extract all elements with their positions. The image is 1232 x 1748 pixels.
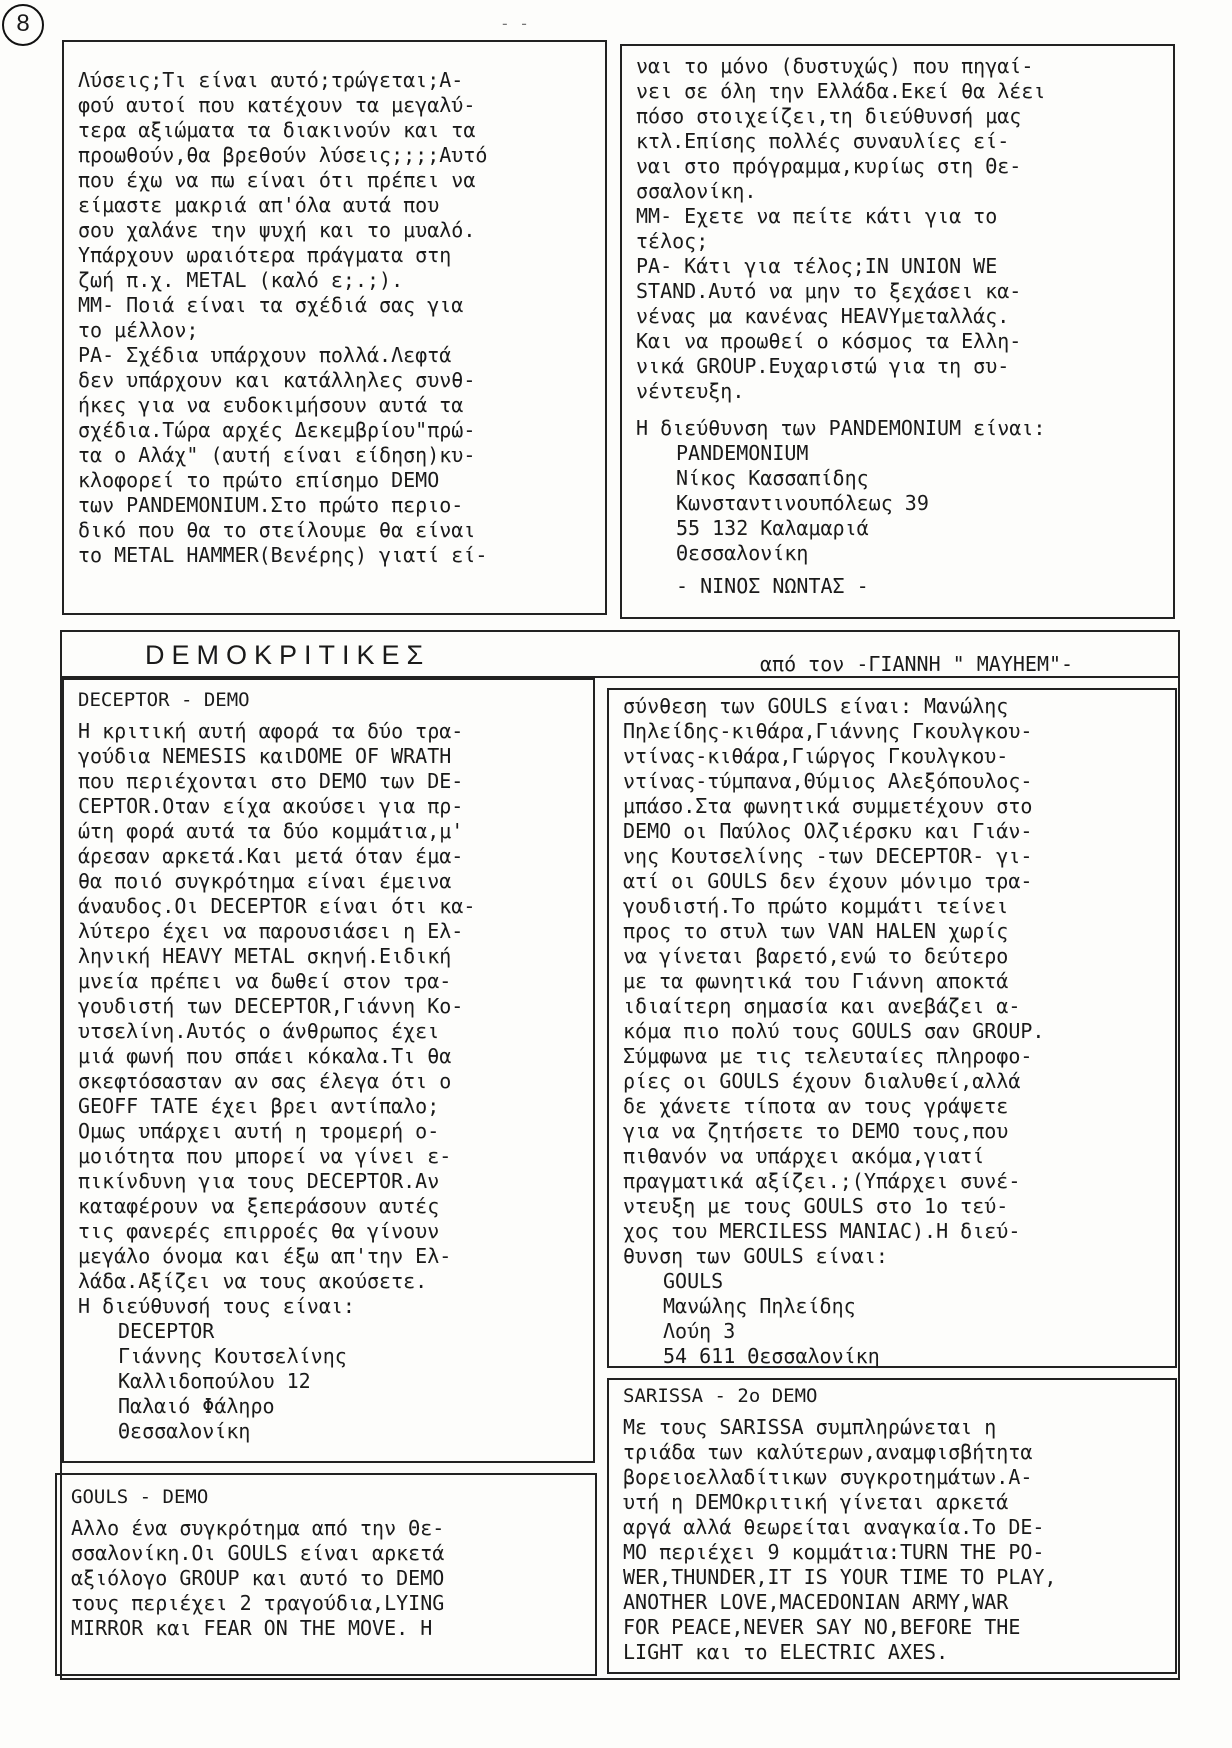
review-line: αξιόλογο GROUP και αυτό το DEMO xyxy=(71,1566,445,1590)
review-line: καταφέρουν να ξεπεράσουν αυτές xyxy=(78,1194,440,1218)
review-line: Με τους SARISSA συμπληρώνεται η xyxy=(623,1415,997,1439)
review-line: λύτερο έχει να παρουσιάσει η Ελ- xyxy=(78,919,464,943)
review-line: GEOFF TATE έχει βρει αντίπαλο; xyxy=(78,1094,440,1118)
review-text xyxy=(71,1516,581,1641)
interview-line: κλοφορεί το πρώτο επίσημο DEMO xyxy=(78,468,440,492)
interview-signature: - ΝΙΝΟΣ ΝΩΝΤΑΣ - xyxy=(676,574,869,598)
address-line: 54 611 Θεσσαλονίκη xyxy=(663,1344,880,1368)
review-line: γουδιστή.Το πρώτο κομμάτι τείνει xyxy=(623,894,1009,918)
interview-line: που έχω να πω είναι ότι πρέπει να xyxy=(78,168,476,192)
review-line: υτσελίνη.Αυτός ο άνθρωπος έχει xyxy=(78,1019,440,1043)
review-line: να γίνεται βαρετό,ενώ το δεύτερο xyxy=(623,944,1009,968)
address-line: GOULS xyxy=(663,1269,724,1293)
review-line: ώτη φορά αυτά τα δύο κομμάτια,μ' xyxy=(78,819,464,843)
interview-line: κτλ.Επίσης πολλές συναυλίες εί- xyxy=(636,129,1010,153)
address-intro: Η διεύθυνση των PANDEMONIUM είναι: xyxy=(636,416,1046,440)
interview-line: νικά GROUP.Ευχαριστώ για τη συ- xyxy=(636,354,1010,378)
interview-left-column xyxy=(62,40,607,615)
top-mark: - - xyxy=(500,14,529,33)
review-line: χος του MERCILESS MANIAC).Η διεύ- xyxy=(623,1219,1021,1243)
interview-line: το μέλλον; xyxy=(78,318,199,342)
review-line: που περιέχονται στο DEMO των DE- xyxy=(78,769,464,793)
section-author: από τον -ΓΙΑΝΝΗ " ΜΑΥΗΕΜ"- xyxy=(760,652,1074,676)
address-line: Γιάννης Κουτσελίνης xyxy=(118,1344,347,1368)
address-line: Καλλιδοπούλου 12 xyxy=(118,1369,311,1393)
review-line: γουδιστή των DECEPTOR,Γιάννη Κο- xyxy=(78,994,464,1018)
review-gouls-continued xyxy=(607,688,1177,1368)
review-line: άναυδος.Οι DECEPTOR είναι ότι κα- xyxy=(78,894,476,918)
pandemonium-address xyxy=(636,441,1159,566)
address-line: PANDEMONIUM xyxy=(676,441,809,465)
interview-line: δεν υπάρχουν και κατάλληλες συνθ- xyxy=(78,368,476,392)
interview-line: τερα αξιώματα τα διακινούν και τα xyxy=(78,118,476,142)
gouls-address xyxy=(623,1269,1161,1368)
address-line: Κωνσταντινουπόλεως 39 xyxy=(676,491,929,515)
review-line: νης Κουτσελίνης -των DECEPTOR- γι- xyxy=(623,844,1033,868)
address-line: 55 132 Καλαμαριά xyxy=(676,516,869,540)
interview-line: Λύσεις;Τι είναι αυτό;τρώγεται;Α- xyxy=(78,68,464,92)
interview-right-text xyxy=(636,54,1159,404)
review-line: λάδα.Αξίζει να τους ακούσετε. xyxy=(78,1269,428,1293)
review-line: WER,THUNDER,IT IS YOUR TIME TO PLAY, xyxy=(623,1565,1057,1589)
review-line: τους περιέχει 2 τραγούδια,LYING xyxy=(71,1591,445,1615)
address-line: Θεσσαλονίκη xyxy=(118,1419,251,1443)
review-line: σύνθεση των GOULS είναι: Μανώλης xyxy=(623,694,1009,718)
review-line: Σύμφωνα με τις τελευταίες πληροφο- xyxy=(623,1044,1033,1068)
interview-line: νει σε όλη την Ελλάδα.Εκεί θα λέει xyxy=(636,79,1046,103)
review-deceptor xyxy=(62,678,595,1463)
section-title: DEMOKPITIKEΣ xyxy=(145,640,431,670)
review-line: προς το στυλ των VAN HALEN χωρίς xyxy=(623,919,1009,943)
review-line: μεγάλο όνομα και έξω απ'την Ελ- xyxy=(78,1244,452,1268)
review-line: για να ζητήσετε το DEMO τους,που xyxy=(623,1119,1009,1143)
interview-line: σου χαλάνε την ψυχή και το μυαλό. xyxy=(78,218,476,242)
review-head: DECEPTOR - DEMO xyxy=(78,689,250,711)
review-text xyxy=(623,694,1161,1269)
interview-line: Και να προωθεί ο κόσμος τα Ελλη- xyxy=(636,329,1022,353)
interview-line: σχέδια.Τώρα αρχές Δεκεμβρίου"πρώ- xyxy=(78,418,476,442)
review-line: MIRROR και FEAR ON THE MOVE. Η xyxy=(71,1616,433,1640)
interview-line: ΜΜ- Εχετε να πείτε κάτι για το xyxy=(636,204,998,228)
review-text xyxy=(623,1415,1161,1665)
review-line: ληνική HEAVY METAL σκηνή.Ειδική xyxy=(78,944,452,968)
review-line: ατί οι GOULS δεν έχουν μόνιμο τρα- xyxy=(623,869,1033,893)
review-line: γούδια NEMESIS καιDOME OF WRATH xyxy=(78,744,452,768)
review-text xyxy=(78,719,579,1319)
review-line: Η κριτική αυτή αφορά τα δύο τρα- xyxy=(78,719,464,743)
review-gouls xyxy=(55,1473,597,1676)
review-line: MO περιέχει 9 κομμάτια:TURN THE PO- xyxy=(623,1540,1045,1564)
review-line: τριάδα των καλύτερων,αναμφισβήτητα xyxy=(623,1440,1033,1464)
review-line: με τα φωνητικά του Γιάννη αποκτά xyxy=(623,969,1009,993)
interview-line: νέντευξη. xyxy=(636,379,745,403)
interview-line: είμαστε μακριά απ'όλα αυτά που xyxy=(78,193,440,217)
interview-right-column xyxy=(620,44,1175,619)
review-line: άρεσαν αρκετά.Και μετά όταν έμα- xyxy=(78,844,464,868)
review-line: μπάσο.Στα φωνητικά συμμετέχουν στο xyxy=(623,794,1033,818)
interview-line: των PANDEMONIUM.Στο πρώτο περιο- xyxy=(78,493,464,517)
review-line: θα ποιό συγκρότημα είναι έμεινα xyxy=(78,869,452,893)
review-line: βορειοελλαδίτικων συγκροτημάτων.Α- xyxy=(623,1465,1033,1489)
review-line: τις φανερές επιρροές θα γίνουν xyxy=(78,1219,440,1243)
address-line: Νίκος Κασσαπίδης xyxy=(676,466,869,490)
interview-line: τέλος; xyxy=(636,229,709,253)
review-head: GOULS - DEMO xyxy=(71,1486,209,1508)
review-line: πικίνδυνη για τους DECEPTOR.Αν xyxy=(78,1169,440,1193)
review-line: ANOTHER LOVE,MACEDONIAN ARMY,WAR xyxy=(623,1590,1009,1614)
review-head: SARISSA - 2ο DEMO xyxy=(623,1385,818,1407)
page-number: 8 xyxy=(2,4,44,46)
review-line: μιά φωνή που σπάει κόκαλα.Τι θα xyxy=(78,1044,452,1068)
address-line: DECEPTOR xyxy=(118,1319,215,1343)
address-line: Μανώλης Πηλείδης xyxy=(663,1294,856,1318)
review-sarissa xyxy=(607,1378,1177,1674)
review-line: πραγματικά αξίζει.;(Υπάρχει συνέ- xyxy=(623,1169,1021,1193)
review-line: μοιότητα που μπορεί να γίνει ε- xyxy=(78,1144,452,1168)
review-line: μνεία πρέπει να δωθεί στον τρα- xyxy=(78,969,452,993)
review-line: κόμα πιο πολύ τους GOULS σαν GROUP. xyxy=(623,1019,1045,1043)
interview-line: ναι στο πρόγραμμα,κυρίως στη Θε- xyxy=(636,154,1022,178)
review-line: ρίες οι GOULS έχουν διαλυθεί,αλλά xyxy=(623,1069,1021,1093)
interview-line: ΡΑ- Σχέδια υπάρχουν πολλά.Λεφτά xyxy=(78,343,452,367)
review-line: Η διεύθυνσή τους είναι: xyxy=(78,1294,355,1318)
review-line: ιδιαίτερη σημασία και ανεβάζει α- xyxy=(623,994,1021,1018)
review-line: Ομως υπάρχει αυτή η τρομερή ο- xyxy=(78,1119,440,1143)
review-line: ντευξη με τους GOULS στο 1ο τεύ- xyxy=(623,1194,1009,1218)
review-line: FOR PEACE,NEVER SAY NO,BEFORE THE xyxy=(623,1615,1021,1639)
review-line: αργά αλλά θεωρείται αναγκαία.Το DE- xyxy=(623,1515,1045,1539)
interview-line: δικό που θα το στείλουμε θα είναι xyxy=(78,518,476,542)
interview-line: το METAL HAMMER(Βενέρης) γιατί εί- xyxy=(78,543,488,567)
deceptor-address xyxy=(78,1319,579,1444)
address-line: Θεσσαλονίκη xyxy=(676,541,809,565)
interview-line: φού αυτοί που κατέχουν τα μεγαλύ- xyxy=(78,93,476,117)
interview-line: Υπάρχουν ωραιότερα πράγματα στη xyxy=(78,243,452,267)
review-line: σσαλονίκη.Οι GOULS είναι αρκετά xyxy=(71,1541,445,1565)
interview-line: ΡΑ- Κάτι για τέλος;IN UNION WE xyxy=(636,254,998,278)
review-line: LIGHT και το ELECTRIC AXES. xyxy=(623,1640,949,1664)
review-line: DEMO οι Παύλος Ολζιέρσκυ και Γιάν- xyxy=(623,819,1033,843)
review-line: CEPTOR.Οταν είχα ακούσει για πρ- xyxy=(78,794,464,818)
review-line: Πηλείδης-κιθάρα,Γιάννης Γκουλγκου- xyxy=(623,719,1033,743)
review-line: ντίνας-τύμπανα,Θύμιος Αλεξόπουλος- xyxy=(623,769,1033,793)
review-line: σκεφτόσασταν αν σας έλεγα ότι ο xyxy=(78,1069,452,1093)
interview-line: ζωή π.χ. METAL (καλό ε;.;). xyxy=(78,268,404,292)
interview-line: σσαλονίκη. xyxy=(636,179,757,203)
interview-line: νένας μα κανένας HEAVYμεταλλάς. xyxy=(636,304,1010,328)
interview-line: STAND.Αυτό να μην το ξεχάσει κα- xyxy=(636,279,1022,303)
review-line: πιθανόν να υπάρχει ακόμα,γιατί xyxy=(623,1144,985,1168)
interview-line: ναι το μόνο (δυστυχώς) που πηγαί- xyxy=(636,54,1034,78)
interview-line: ήκες για να ευδοκιμήσουν αυτά τα xyxy=(78,393,464,417)
review-line: ντίνας-κιθάρα,Γιώργος Γκουλγκου- xyxy=(623,744,1009,768)
address-line: Λούη 3 xyxy=(663,1319,736,1343)
interview-line: προωθούν,θα βρεθούν λύσεις;;;;Αυτό xyxy=(78,143,488,167)
interview-line: τα ο Αλάχ" (αυτή είναι είδηση)κυ- xyxy=(78,443,476,467)
interview-line: ΜΜ- Ποιά είναι τα σχέδιά σας για xyxy=(78,293,464,317)
interview-line: πόσο στοιχείζει,τη διεύθυνσή μας xyxy=(636,104,1022,128)
address-line: Παλαιό Φάληρο xyxy=(118,1394,275,1418)
review-line: δε χάνετε τίποτα αν τους γράψετε xyxy=(623,1094,1009,1118)
review-line: Αλλο ένα συγκρότημα από την Θε- xyxy=(71,1516,445,1540)
review-line: θυνση των GOULS είναι: xyxy=(623,1244,888,1268)
review-line: υτή η DEMOκριτική γίνεται αρκετά xyxy=(623,1490,1009,1514)
